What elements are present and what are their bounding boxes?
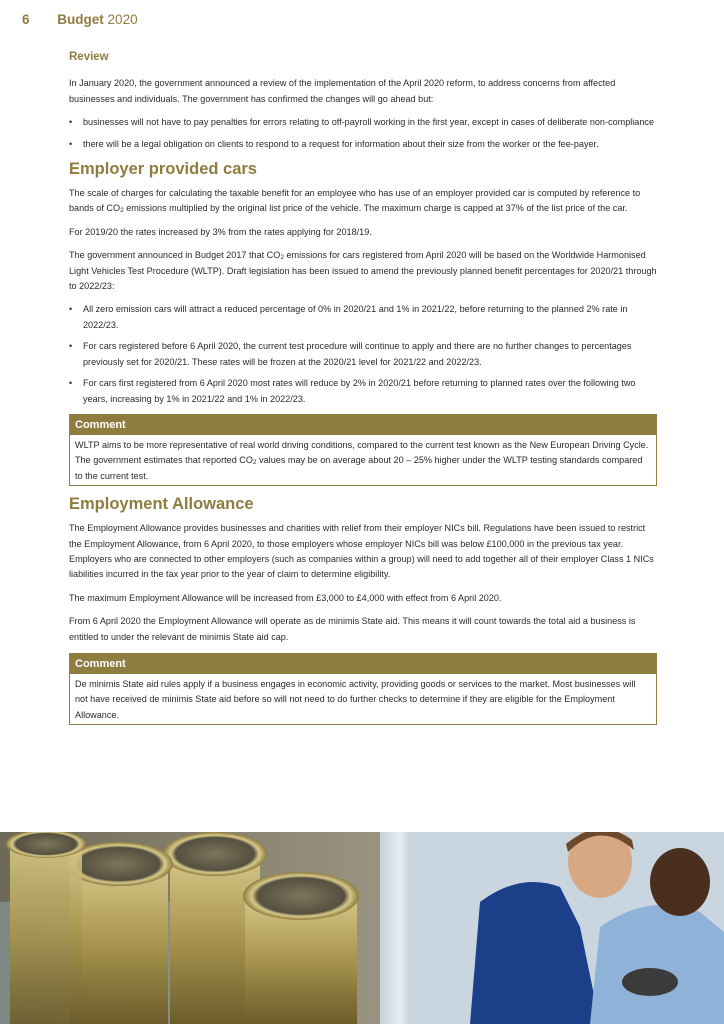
cars-paragraph-3: The government announced in Budget 2017 that $CO_2$ emissions for cars registered from April 2020 will be based on the Worldwide Harmonised Light Vehicles Test Procedure (WLTP). Draft legislation has been issued to amend the previously planned benefit percentages for 2020/21 through to 2022/23:	[69, 250, 657, 292]
cars-heading: Employer provided cars	[69, 160, 257, 179]
review-intro: In January 2020, the government announced a review of the implementation of the April 2020 reform, to address concerns from affected businesses and individuals. The government has confirmed the changes will go ahead but:	[69, 78, 616, 104]
allowance-comment-box	[69, 653, 657, 725]
cars-paragraph-1: The scale of charges for calculating the taxable benefit for an employee who has use of an employer provided car is computed by reference to bands of $CO_2$ emissions multiplied by the original list price of the vehicle. The maximum charge is capped at 37% of the list price of the car.	[69, 188, 641, 215]
review-heading: Review	[69, 51, 109, 63]
allowance-paragraph-3: From 6 April 2020 the Employment Allowance will operate as de minimis State aid. This means it will count towards the total aid a business is entitled to under the relevant de minimis State aid cap.	[69, 616, 636, 642]
list-item: • businesses will not have to pay penalties for errors relating to off-payroll working in the first year, except in cases of deliberate non-compliance	[69, 115, 657, 130]
cars-bullet-list	[69, 302, 657, 406]
comment-text: WLTP aims to be more representative of real world driving conditions, compared to the current test known as the New European Driving Cycle. The government estimates that reported $CO_2$ values may be on average about 20 – 25% higher under the WLTP testing standards compared to the current test.	[75, 439, 649, 481]
cars-paragraph-2: For 2019/20 the rates increased by 3% from the rates applying for 2018/19.	[69, 226, 372, 237]
allowance-heading: Employment Allowance	[69, 495, 254, 514]
review-bullet-list	[69, 115, 657, 152]
coins-and-mechanics-photo	[0, 832, 724, 1024]
page-number: 6	[22, 12, 30, 27]
list-item: • For cars registered before 6 April 2020, the current test procedure will continue to apply and there are no further changes to percentages previously set for 2020/21. These rates will be frozen at the 2020/21 level for 2021/22 and 2022/23.	[69, 339, 657, 370]
list-item: • All zero emission cars will attract a reduced percentage of 0% in 2020/21 and 1% in 2021/22, before returning to the planned 2% rate in 2022/23.	[69, 302, 657, 333]
publication-year: 2020	[107, 12, 138, 27]
page-content	[69, 50, 657, 733]
cars-comment-box	[69, 414, 657, 486]
comment-title: Comment	[70, 415, 656, 435]
list-item: • there will be a legal obligation on clients to respond to a request for information about their size from the worker or the fee-payer.	[69, 137, 657, 152]
page-header	[22, 12, 138, 27]
publication-title-bold: Budget	[57, 12, 104, 27]
comment-text: De minimis State aid rules apply if a business engages in economic activity, providing goods or services to the market. Most businesses will not have received de minimis State aid before so will not need to do further checks to determine if they are eligible for the Employment Allowance.	[75, 678, 636, 720]
allowance-paragraph-2: The maximum Employment Allowance will be increased from £3,000 to £4,000 with effect from 6 April 2020.	[69, 592, 502, 603]
allowance-paragraph-1: The Employment Allowance provides businesses and charities with relief from their employer NICs bill. Regulations have been issued to restrict the Employment Allowance, from 6 April 2020, to those employers whose employer NICs bill was below £100,000 in the previous tax year. Employers who are connected to other employers (such as companies within a group) will need to add together all of their employer Class 1 NICs liabilities incurred in the tax year prior to the year of claim to determine eligibility.	[69, 523, 654, 580]
list-item: • For cars first registered from 6 April 2020 most rates will reduce by 2% in 2020/21 before returning to planned rates over the following two years, increasing by 1% in 2021/22 and 1% in 2022/23.	[69, 376, 657, 407]
publication-title	[57, 12, 137, 27]
comment-title: Comment	[70, 654, 656, 674]
